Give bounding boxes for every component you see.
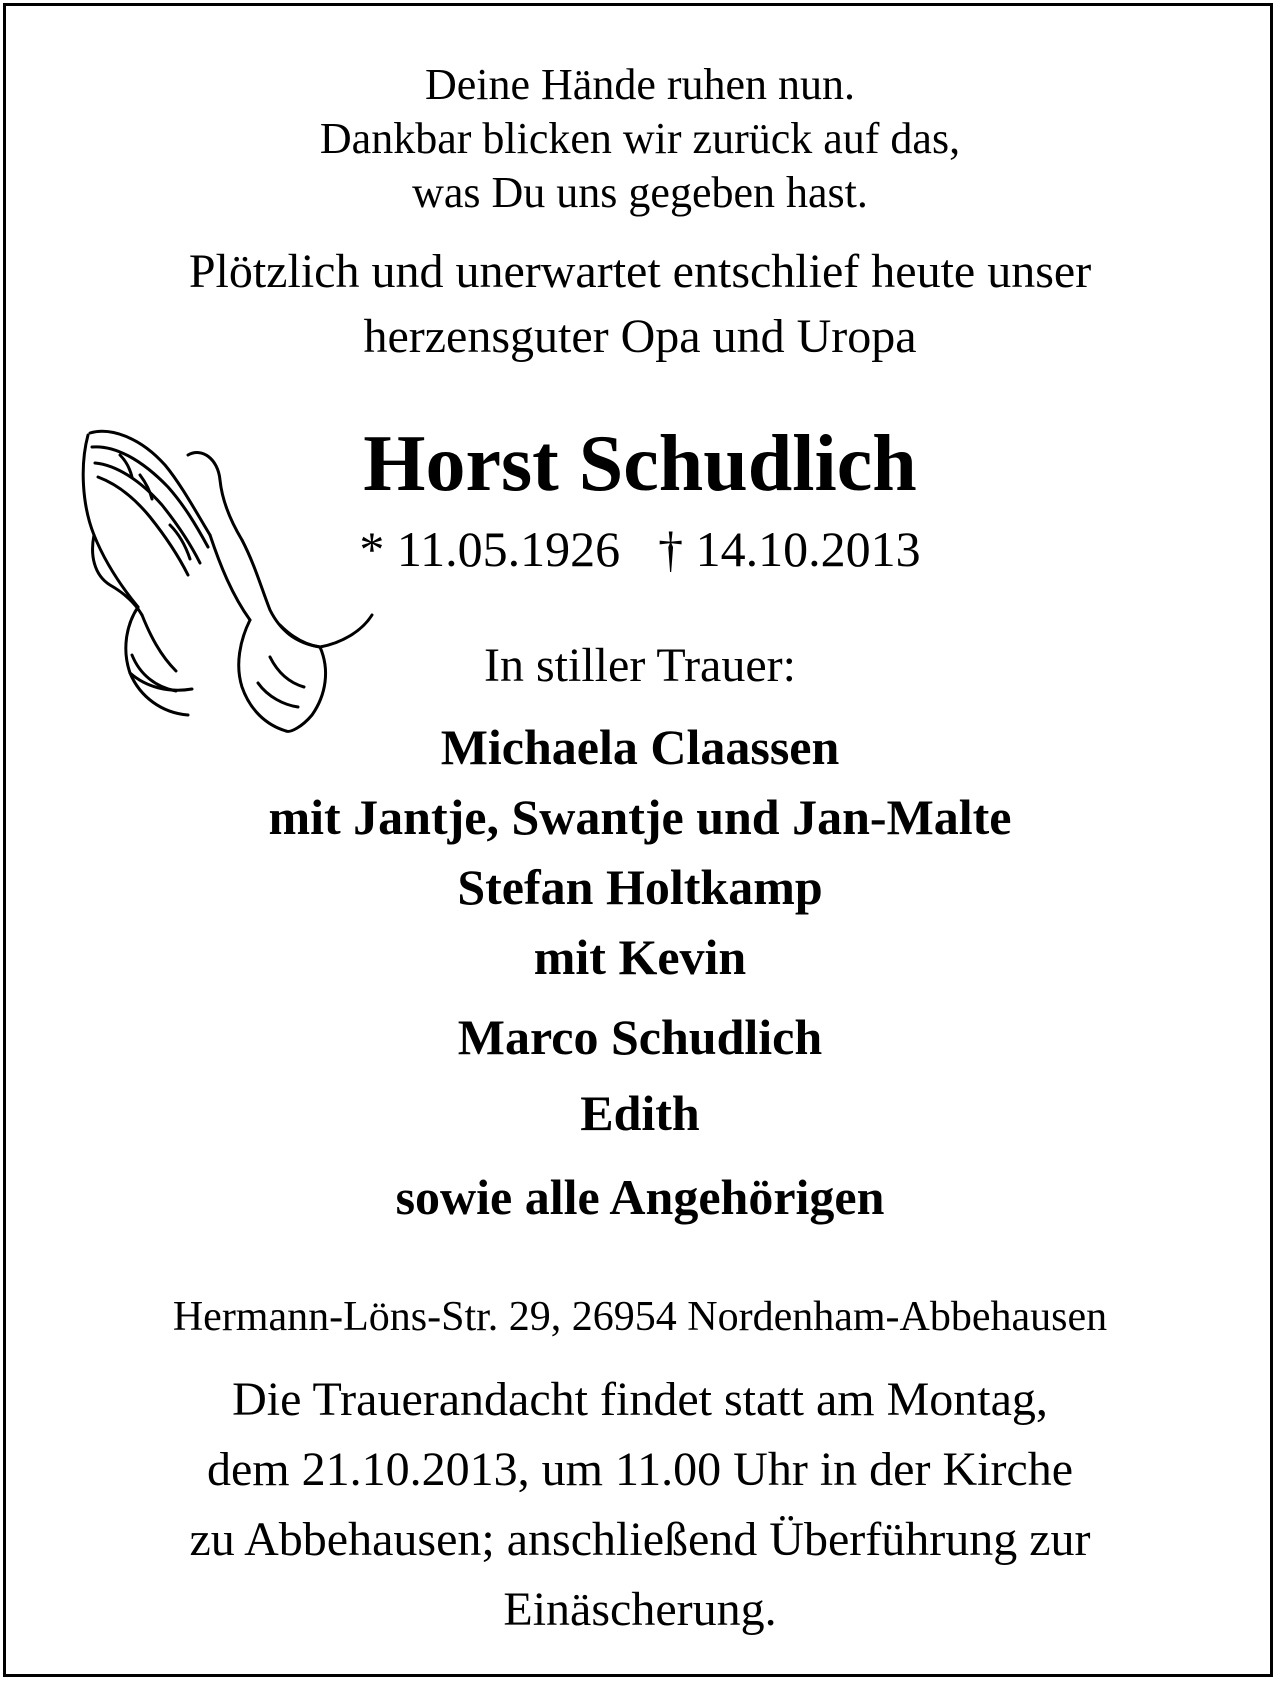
family-line: Stefan Holtkamp [457, 859, 823, 915]
intro-line-2: herzensguter Opa und Uropa [363, 310, 917, 363]
deceased-name: Horst Schudlich [363, 420, 917, 508]
service-line-1: Die Trauerandacht findet statt am Montag, [232, 1373, 1048, 1426]
service-line-2: dem 21.10.2013, um 11.00 Uhr in der Kirche [206, 1443, 1074, 1496]
family-line: Michaela Claassen [440, 719, 840, 775]
birth-date: * 11.05.1926 [359, 521, 621, 577]
death-date: † 14.10.2013 [658, 521, 921, 577]
motto-line-2: Dankbar blicken wir zurück auf das, [319, 114, 961, 163]
service-line-3: zu Abbehausen; anschließend Überführung zur [189, 1513, 1091, 1566]
intro-line-1: Plötzlich und unerwartet entschlief heute unser [188, 245, 1092, 298]
family-line: Marco Schudlich [457, 1009, 823, 1065]
family-line: sowie alle Angehörigen [395, 1169, 885, 1225]
motto-line-3: was Du uns gegeben hast. [412, 168, 868, 217]
address: Hermann-Löns-Str. 29, 26954 Nordenham-Abbehausen [172, 1294, 1108, 1340]
mourning-label: In stiller Trauer: [484, 639, 796, 692]
service-line-4: Einäscherung. [503, 1583, 777, 1636]
family-line: mit Jantje, Swantje und Jan-Malte [268, 789, 1012, 845]
motto-line-1: Deine Hände ruhen nun. [424, 60, 856, 109]
family-line: mit Kevin [533, 929, 747, 985]
family-line: Edith [580, 1085, 700, 1141]
life-dates [0, 521, 1280, 577]
